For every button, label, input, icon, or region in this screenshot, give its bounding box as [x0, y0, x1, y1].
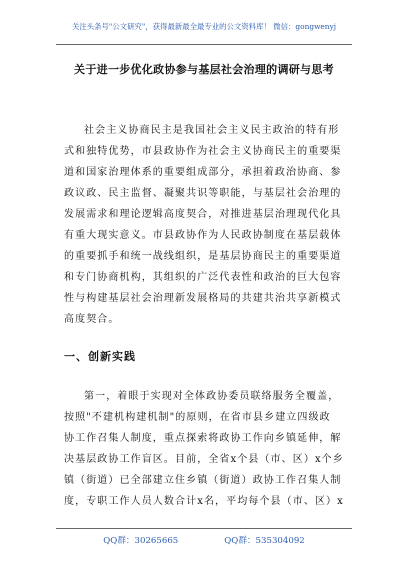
text-line: 发展需求和理论逻辑高度契合，对推进基层治理现代化具	[64, 209, 342, 220]
text-line: 政议政、民主监督、凝聚共识等职能，与基层社会治理的	[64, 188, 342, 199]
text-line: 道和国家治理体系的重要组成部分，承担着政治协商、参	[64, 167, 342, 178]
footer	[0, 534, 408, 546]
section-paragraph	[64, 386, 350, 512]
text-line: 决基层政协工作盲区。目前，全省x个县（市、区）x个乡	[64, 454, 344, 465]
text-line: 按照"不建机构建机制"的原则，在省市县乡建立四级政	[64, 412, 331, 423]
intro-paragraph	[64, 120, 350, 330]
text-line: 性与构建基层社会治理新发展格局的共建共治共享新模式	[64, 293, 342, 304]
text-line: 第一，着眼于实现对全体政协委员联络服务全覆盖，	[84, 391, 340, 402]
text-line: 度，专职工作人员人数合计x名，平均每个县（市、区）x	[64, 496, 344, 507]
section-heading: 一、创新实践	[64, 350, 136, 363]
footer-divider	[56, 528, 352, 529]
footer-qq-group-1: QQ群：30265665	[103, 536, 179, 546]
text-line: 式和独特优势，市县政协作为社会主义协商民主的重要渠	[64, 146, 342, 157]
text-line: 有重大现实意义。市县政协作为人民政协制度在基层载体	[64, 230, 342, 241]
text-line: 高度契合。	[64, 314, 120, 325]
document-title: 关于进一步优化政协参与基层社会治理的调研与思考	[74, 63, 334, 76]
text-line: 镇（街道）已全部建立住乡镇（街道）政协工作召集人制	[64, 475, 342, 486]
text-line: 协工作召集人制度，重点探索将政协工作向乡镇延伸，解	[64, 433, 342, 444]
header-banner: 关注头条号"公文研究"，获得最新最全最专业的公文资料库！ 微信：gongwenyj	[71, 22, 337, 31]
header-divider	[56, 44, 352, 45]
text-line: 的重要抓手和统一战线组织，是基层协商民主的重要渠道	[64, 251, 342, 262]
text-line: 社会主义协商民主是我国社会主义民主政治的特有形	[84, 125, 340, 136]
text-line: 和专门协商机构，其组织的广泛代表性和政治的巨大包容	[64, 272, 342, 283]
footer-qq-group-2: QQ群：535304092	[224, 536, 305, 546]
